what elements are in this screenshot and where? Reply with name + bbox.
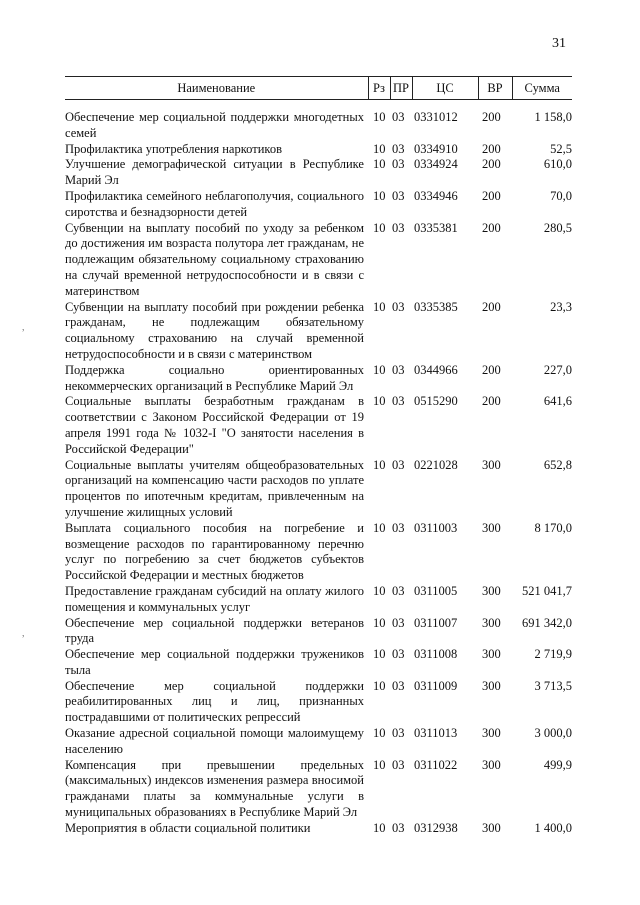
cell-name: Профилактика семейного неблагополучия, социального сиротства и безнадзорности детей bbox=[65, 188, 364, 219]
table-row bbox=[65, 616, 572, 648]
cell-pr: 03 bbox=[392, 647, 405, 662]
cell-pr: 03 bbox=[392, 141, 405, 156]
cell-cs: 0335385 bbox=[414, 299, 458, 314]
cell-rz: 10 bbox=[373, 141, 386, 156]
cell-cs: 0334910 bbox=[414, 141, 458, 156]
cell-rz: 10 bbox=[373, 678, 386, 693]
cell-vr: 300 bbox=[482, 678, 501, 693]
header-row bbox=[65, 77, 572, 100]
cell-sum: 521 041,7 bbox=[522, 583, 572, 598]
table-body bbox=[65, 100, 572, 837]
cell-cs: 0221028 bbox=[414, 457, 458, 472]
table-row bbox=[65, 157, 572, 189]
cell-vr: 300 bbox=[482, 457, 501, 472]
cell-cs: 0334924 bbox=[414, 157, 458, 172]
cell-name: Поддержка социально ориентированных некоммерческих организаций в Республике Марий Эл bbox=[65, 362, 364, 393]
cell-pr: 03 bbox=[392, 157, 405, 172]
cell-vr: 200 bbox=[482, 157, 501, 172]
cell-pr: 03 bbox=[392, 220, 405, 235]
cell-vr: 300 bbox=[482, 820, 501, 835]
cell-vr: 300 bbox=[482, 615, 501, 630]
table-row bbox=[65, 821, 572, 837]
cell-vr: 200 bbox=[482, 110, 501, 124]
cell-vr: 300 bbox=[482, 583, 501, 598]
cell-cs: 0311008 bbox=[414, 647, 458, 662]
page-number: 31 bbox=[552, 36, 566, 51]
cell-name: Субвенции на выплату пособий при рождении ребенка гражданам, не подлежащим обязательному социальному страхованию на случай временной нетрудоспособности и в связи с материнством bbox=[65, 299, 364, 361]
cell-rz: 10 bbox=[373, 457, 386, 472]
table-row bbox=[65, 300, 572, 363]
cell-pr: 03 bbox=[392, 726, 405, 741]
cell-sum: 3 713,5 bbox=[534, 678, 572, 693]
cell-cs: 0311005 bbox=[414, 583, 458, 598]
cell-rz: 10 bbox=[373, 362, 386, 377]
cell-name: Обеспечение мер социальной поддержки реабилитированных лиц и лиц, признанных пострадавшими от политических репрессий bbox=[65, 678, 364, 725]
cell-name: Социальные выплаты безработным гражданам в соответствии с Законом Российской Федерации от 19 апреля 1991 года № 1032-I "О занятости населения в Российской Федерации" bbox=[65, 394, 364, 456]
cell-name: Компенсация при превышении предельных (максимальных) индексов изменения размера вносимой гражданами платы за коммунальные услуги в муниципальных образованиях в Республике Марий Эл bbox=[65, 757, 364, 820]
cell-name: Предоставление гражданам субсидий на оплату жилого помещения и коммунальных услуг bbox=[65, 583, 364, 614]
cell-sum: 652,8 bbox=[543, 457, 572, 472]
cell-pr: 03 bbox=[392, 820, 405, 835]
cell-rz: 10 bbox=[373, 188, 386, 203]
cell-name: Обеспечение мер социальной поддержки ветеранов труда bbox=[65, 615, 364, 646]
cell-rz: 10 bbox=[373, 299, 386, 314]
cell-pr: 03 bbox=[392, 362, 405, 377]
table-row bbox=[65, 394, 572, 457]
cell-cs: 0311009 bbox=[414, 678, 458, 693]
cell-cs: 0515290 bbox=[414, 394, 458, 409]
cell-vr: 200 bbox=[482, 141, 501, 156]
header-name: Наименование bbox=[65, 77, 368, 100]
cell-pr: 03 bbox=[392, 394, 405, 409]
table-row bbox=[65, 142, 572, 158]
cell-pr: 03 bbox=[392, 299, 405, 314]
cell-sum: 3 000,0 bbox=[534, 726, 572, 741]
cell-vr: 200 bbox=[482, 188, 501, 203]
cell-sum: 70,0 bbox=[550, 188, 572, 203]
cell-rz: 10 bbox=[373, 520, 386, 535]
header-cs: ЦС bbox=[412, 77, 478, 100]
cell-vr: 300 bbox=[482, 757, 501, 772]
cell-sum: 610,0 bbox=[543, 157, 572, 172]
cell-name: Оказание адресной социальной помощи малоимущему населению bbox=[65, 726, 364, 756]
cell-vr: 200 bbox=[482, 362, 501, 377]
cell-rz: 10 bbox=[373, 647, 386, 662]
cell-sum: 52,5 bbox=[550, 141, 572, 156]
cell-cs: 0311013 bbox=[414, 726, 458, 741]
cell-cs: 0311022 bbox=[414, 757, 458, 772]
cell-name: Обеспечение мер социальной поддержки тружеников тыла bbox=[65, 647, 364, 677]
cell-pr: 03 bbox=[392, 520, 405, 535]
header-pr: ПР bbox=[390, 77, 412, 100]
cell-pr: 03 bbox=[392, 110, 405, 124]
cell-pr: 03 bbox=[392, 615, 405, 630]
scan-artifact-mark: , bbox=[22, 628, 25, 639]
table-row bbox=[65, 647, 572, 679]
cell-vr: 200 bbox=[482, 220, 501, 235]
cell-pr: 03 bbox=[392, 457, 405, 472]
table-row bbox=[65, 189, 572, 221]
cell-sum: 1 400,0 bbox=[534, 820, 572, 835]
table-row bbox=[65, 584, 572, 616]
cell-name: Субвенции на выплату пособий по уходу за ребенком до достижения им возраста полутора лет гражданам, не подлежащим обязательному социальному страхованию на случай временной нетрудоспособности и в связи с материнством bbox=[65, 220, 364, 298]
cell-pr: 03 bbox=[392, 757, 405, 772]
cell-name: Выплата социального пособия на погребение и возмещение расходов по гарантированному перечню услуг по погребению за счет бюджетов субъектов Российской Федерации и местных бюджетов bbox=[65, 520, 364, 583]
cell-rz: 10 bbox=[373, 220, 386, 235]
cell-rz: 10 bbox=[373, 615, 386, 630]
cell-sum: 280,5 bbox=[543, 220, 572, 235]
table-row bbox=[65, 521, 572, 584]
cell-rz: 10 bbox=[373, 394, 386, 409]
cell-sum: 23,3 bbox=[550, 299, 572, 314]
table-header bbox=[65, 77, 572, 100]
table-row bbox=[65, 458, 572, 521]
cell-rz: 10 bbox=[373, 820, 386, 835]
cell-pr: 03 bbox=[392, 678, 405, 693]
cell-sum: 227,0 bbox=[543, 362, 572, 377]
cell-name: Улучшение демографической ситуации в Республике Марий Эл bbox=[65, 157, 364, 188]
header-vr: ВР bbox=[478, 77, 512, 100]
cell-rz: 10 bbox=[373, 583, 386, 598]
cell-sum: 499,9 bbox=[543, 757, 572, 772]
cell-cs: 0311007 bbox=[414, 615, 458, 630]
cell-sum: 1 158,0 bbox=[534, 110, 572, 124]
table-row bbox=[65, 758, 572, 821]
table-row bbox=[65, 679, 572, 726]
cell-vr: 300 bbox=[482, 520, 501, 535]
cell-pr: 03 bbox=[392, 188, 405, 203]
cell-vr: 300 bbox=[482, 726, 501, 741]
budget-table bbox=[65, 76, 572, 837]
cell-cs: 0335381 bbox=[414, 220, 458, 235]
cell-sum: 2 719,9 bbox=[534, 647, 572, 662]
cell-cs: 0344966 bbox=[414, 362, 458, 377]
header-sum: Сумма bbox=[512, 77, 572, 100]
cell-pr: 03 bbox=[392, 583, 405, 598]
cell-rz: 10 bbox=[373, 110, 386, 124]
cell-vr: 300 bbox=[482, 647, 501, 662]
table-row bbox=[65, 726, 572, 758]
cell-name: Обеспечение мер социальной поддержки многодетных семей bbox=[65, 110, 364, 140]
cell-rz: 10 bbox=[373, 726, 386, 741]
cell-vr: 200 bbox=[482, 299, 501, 314]
cell-name: Мероприятия в области социальной политики bbox=[65, 820, 311, 835]
cell-name: Социальные выплаты учителям общеобразовательных организаций на компенсацию части расходов по уплате процентов по ипотечным кредитам, привлеченным на улучшение жилищных условий bbox=[65, 457, 364, 519]
cell-rz: 10 bbox=[373, 757, 386, 772]
cell-sum: 8 170,0 bbox=[534, 520, 572, 535]
header-rz: Рз bbox=[368, 77, 390, 100]
cell-vr: 200 bbox=[482, 394, 501, 409]
cell-sum: 641,6 bbox=[543, 394, 572, 409]
cell-name: Профилактика употребления наркотиков bbox=[65, 141, 282, 156]
cell-rz: 10 bbox=[373, 157, 386, 172]
scan-artifact-mark: , bbox=[22, 322, 25, 333]
table-row bbox=[65, 100, 572, 142]
cell-cs: 0331012 bbox=[414, 110, 458, 124]
cell-sum: 691 342,0 bbox=[522, 615, 572, 630]
table-row bbox=[65, 363, 572, 395]
cell-cs: 0311003 bbox=[414, 520, 458, 535]
cell-cs: 0334946 bbox=[414, 188, 458, 203]
table-row bbox=[65, 221, 572, 300]
cell-cs: 0312938 bbox=[414, 820, 458, 835]
